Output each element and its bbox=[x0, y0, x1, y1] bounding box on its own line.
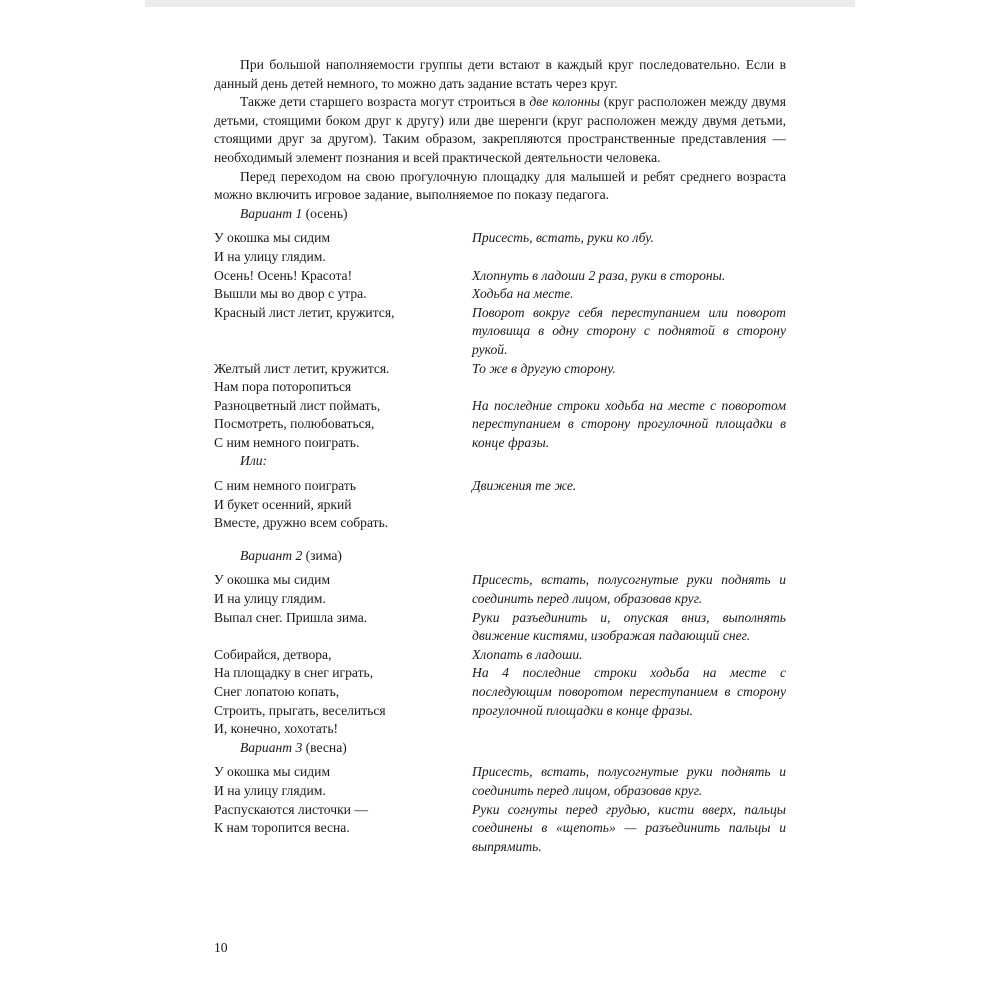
verse-line: С ним немного поиграть bbox=[214, 478, 356, 494]
intro-paragraph-3: Перед переходом на свою прогулочную площадку для малышей и ребят среднего возраста можно включить игровое задание, выполняемое по показу педагога. bbox=[214, 168, 786, 203]
variant-3-season: (весна) bbox=[302, 739, 347, 755]
movement: Ходьба на месте. bbox=[472, 286, 574, 302]
page-number: 10 bbox=[214, 940, 228, 955]
movement: На 4 последние строки ходьба на месте с последующим поворотом переступанием в сторону прогулочной площадки в конце фразы. bbox=[472, 665, 786, 718]
variant-3-title: Вариант 3 bbox=[240, 739, 303, 755]
intro-paragraph-1: При большой наполняемости группы дети встают в каждый круг последовательно. Если в данный день детей немного, то можно дать задание встать через круг. bbox=[214, 57, 786, 91]
verse-line: Нам пора поторопиться bbox=[214, 379, 352, 395]
movement: На последние строки ходьба на месте с поворотом переступанием в сторону прогулочной площадки в конце фразы. bbox=[472, 397, 786, 450]
verse-line: Строить, прыгать, веселиться bbox=[214, 702, 386, 718]
movement: Хлопнуть в ладоши 2 раза, руки в стороны. bbox=[472, 267, 726, 283]
verse-line: Осень! Осень! Красота! bbox=[214, 267, 353, 283]
verse-line-group bbox=[214, 571, 472, 608]
intro-paragraph-2 bbox=[214, 93, 786, 167]
verse-line: У окошка мы сидим bbox=[214, 764, 331, 780]
verse-line: Красный лист летит, кружится, bbox=[214, 304, 395, 320]
or-label: Или: bbox=[240, 453, 268, 469]
verse-line: И на улицу глядим. bbox=[214, 591, 326, 607]
verse-line-group bbox=[214, 397, 472, 453]
variant-1-table bbox=[214, 229, 786, 452]
verse-line: Распускаются листочки — bbox=[214, 801, 368, 817]
movement: Присесть, встать, полусогнутые руки поднять и соединить перед лицом, образовав круг. bbox=[472, 572, 786, 607]
intro-p2-text-b: (круг расположен между двумя детьми, стоящими боком друг к другу) или две шеренги (круг расположен между двумя детьми, стоящими друг за другом). Таким образом, закрепляются пространственные представления — необходимый элемент познания и всей практической деятельности человека. bbox=[214, 94, 787, 165]
variant-2-season: (зима) bbox=[302, 547, 342, 563]
variant-3-heading bbox=[240, 739, 786, 758]
movement: Руки разъединить и, опуская вниз, выполнять движение кистями, изображая падающий снег. bbox=[472, 609, 786, 644]
movement: Присесть, встать, руки ко лбу. bbox=[472, 230, 654, 246]
verse-line: И, конечно, хохотать! bbox=[214, 721, 339, 737]
variant-2-title: Вариант 2 bbox=[240, 547, 303, 563]
verse-line: У окошка мы сидим bbox=[214, 572, 331, 588]
verse-line: Выпал снег. Пришла зима. bbox=[214, 609, 368, 625]
variant-3-table bbox=[214, 763, 786, 856]
variant-1-alt-table bbox=[214, 477, 786, 533]
intro-p2-emphasis: две колонны bbox=[529, 94, 600, 110]
verse-line: С ним немного поиграть. bbox=[214, 434, 360, 450]
variant-1-title: Вариант 1 bbox=[240, 205, 303, 221]
verse-line: Снег лопатою копать, bbox=[214, 684, 340, 699]
verse-line: Вместе, дружно всем собрать. bbox=[214, 515, 389, 531]
verse-line: Собирайся, детвора, bbox=[214, 646, 332, 662]
verse-line-group bbox=[214, 763, 472, 800]
verse-line: Посмотреть, полюбоваться, bbox=[214, 416, 375, 432]
verse-line: Вышли мы во двор с утра. bbox=[214, 286, 367, 302]
verse-line: На площадку в снег играть, bbox=[214, 665, 374, 681]
movement: Поворот вокруг себя переступанием или поворот туловища в одну сторону с поднятой в сторону рукой. bbox=[472, 304, 786, 357]
variant-2-table bbox=[214, 571, 786, 738]
verse-line-group bbox=[214, 801, 472, 857]
variant-2-heading bbox=[240, 547, 786, 566]
variant-1-season: (осень) bbox=[302, 205, 348, 221]
verse-line-group bbox=[214, 664, 472, 738]
page-content bbox=[214, 56, 786, 856]
verse-line: Желтый лист летит, кружится. bbox=[214, 360, 390, 376]
variant-1-heading bbox=[240, 205, 786, 224]
movement: Присесть, встать, полусогнутые руки поднять и соединить перед лицом, образовав круг. bbox=[472, 764, 786, 798]
movement: Руки согнуты перед грудью, кисти вверх, пальцы соединены в «щепоть» — разъединить пальцы и выпрямить. bbox=[472, 801, 786, 854]
movement: То же в другую сторону. bbox=[472, 360, 616, 376]
verse-line: К нам торопится весна. bbox=[214, 820, 350, 836]
page-top-edge bbox=[145, 0, 855, 7]
verse-line: И букет осенний, яркий bbox=[214, 496, 352, 512]
movement: Хлопать в ладоши. bbox=[472, 646, 583, 662]
verse-line: Разноцветный лист поймать, bbox=[214, 397, 381, 413]
verse-line: И на улицу глядим. bbox=[214, 782, 326, 798]
verse-line: У окошка мы сидим bbox=[214, 230, 331, 246]
verse-line: И на улицу глядим. bbox=[214, 248, 326, 264]
intro-p2-text-a: Также дети старшего возраста могут строиться в bbox=[240, 94, 530, 110]
movement: Движения те же. bbox=[472, 478, 577, 494]
